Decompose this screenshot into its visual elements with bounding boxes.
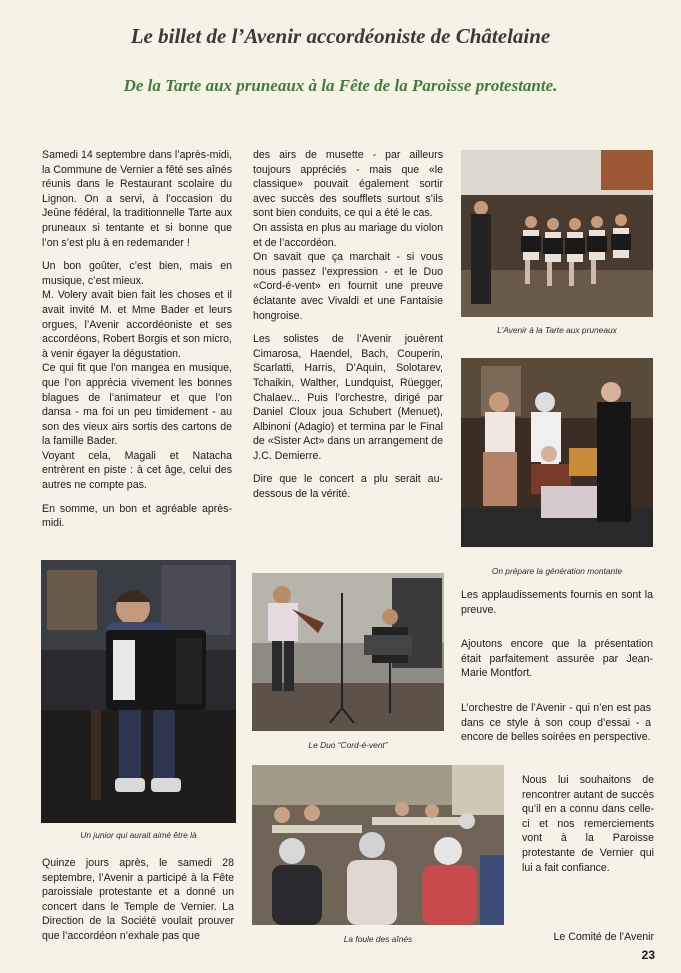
photo-caption: Un junior qui aurait aimé être là xyxy=(80,830,197,840)
photo-junior-accordion xyxy=(41,560,236,823)
paragraph: des airs de musette - par ailleurs toujours appréciés - mais que «le classique» pouvait également sortir avec succès des soufflets surtout s’ils sont bien conduits, ce qui a été le cas. xyxy=(253,149,443,220)
photo-generation xyxy=(461,358,653,547)
paragraph: En somme, un bon et agréable après-midi. xyxy=(42,502,232,530)
photo-foule xyxy=(252,765,504,925)
paragraph: On savait que ça marchait - si vous nous passez l’expression - et le Duo «Cord-é-vent» en fournit une preuve éclatante avec Vivaldi et une Fantaisie hongroise. xyxy=(253,251,443,322)
photo-caption: La foule des aînés xyxy=(343,934,413,944)
column-1-top xyxy=(42,148,232,540)
photo-duo xyxy=(252,573,444,731)
paragraph: Samedi 14 septembre dans l’après-midi, la Commune de Vernier a fêté ses aînés réunis dans le Restaurant scolaire du Lignon. On a servi, à l’occasion du Jeûne fédéral, la traditionnelle Tarte aux pruneaux si tentante et si bonne que l’on s’est plu à en redemander ! xyxy=(42,149,232,249)
paragraph: On assista en plus au mariage du violon et de l’accordéon. xyxy=(253,221,443,249)
paragraph: Un bon goûter, c’est bien, mais en musique, c’est mieux. xyxy=(42,260,232,287)
photo-tarte xyxy=(461,150,653,317)
paragraph: Quinze jours après, le samedi 28 septembre, l’Avenir a participé à la Fête paroissiale protestante et a donné un concert dans le Temple de Vernier. La Direction de la Société voulait prouver que l’accordéon n’exhale pas que xyxy=(42,857,234,942)
paragraph: Dire que le concert a plu serait au-dessous de la vérité. xyxy=(253,473,443,501)
photo-caption: Le Duo “Cord-é-vent” xyxy=(308,740,388,750)
paragraph: Les applaudissements fournis en sont la preuve. xyxy=(461,589,653,616)
photo-caption: On prépare la génération montante xyxy=(491,566,623,576)
signature: Le Comité de l’Avenir xyxy=(553,931,654,943)
column-3-bottom xyxy=(522,773,654,875)
paragraph: Ajoutons encore que la présentation était parfaitement assurée par Jean-Marie Montfort. xyxy=(461,638,653,680)
article-subtitle: De la Tarte aux pruneaux à la Fête de la Paroisse protestante. xyxy=(123,76,558,95)
paragraph: M. Volery avait bien fait les choses et il avait invité M. et Mme Bader et leurs orgues, l’Avenir accordéoniste et ses accordéons, Robert Borgis et son micro, à venir égayer la dégustation. xyxy=(42,289,232,360)
photo-caption: L’Avenir à la Tarte aux pruneaux xyxy=(497,325,617,335)
paragraph: Nous lui souhaitons de rencontrer autant de succès qu’il en a connu dans celle-ci et nos remerciements vont à la Paroisse protestante de Vernier qui lui a fait confiance. xyxy=(522,774,654,874)
paragraph: Ce qui fit que l’on mangea en musique, que l’on apprécia vivement les bonnes blagues de l’animateur et que l’on dansa - ma foi un peu timidement - au son des vieux airs sortis des cartons de la famille Bader. xyxy=(42,362,232,448)
column-1-bottom xyxy=(42,856,234,944)
column-3-top xyxy=(461,588,653,745)
paragraph: L’orchestre de l’Avenir - qui n’en est pas dans ce style à son coup d’essai - a encore de belles soirées en perspective. xyxy=(461,701,651,744)
paragraph: Voyant cela, Magali et Natacha entrèrent en piste : à cet âge, celui des autres ne compte pas. xyxy=(42,449,232,492)
article-title: Le billet de l’Avenir accordéoniste de Châtelaine xyxy=(130,24,551,48)
paragraph: Les solistes de l’Avenir jouèrent Cimarosa, Haendel, Bach, Couperin, Scarlatti, Harris, D’Aquin, Solotarev, Tchaikin, Walther, Lundquist, Rüegger, Chalaev... Puis l’orchestre, dirigé par Daniel Cloux joua Schubert (Menuet), Albinoni (Adagio) et termina par le Final de «Sister Act» dans un arrangement de J.C. Demierre. xyxy=(253,333,443,462)
page-number: 23 xyxy=(641,948,655,962)
column-2-top xyxy=(253,148,443,511)
